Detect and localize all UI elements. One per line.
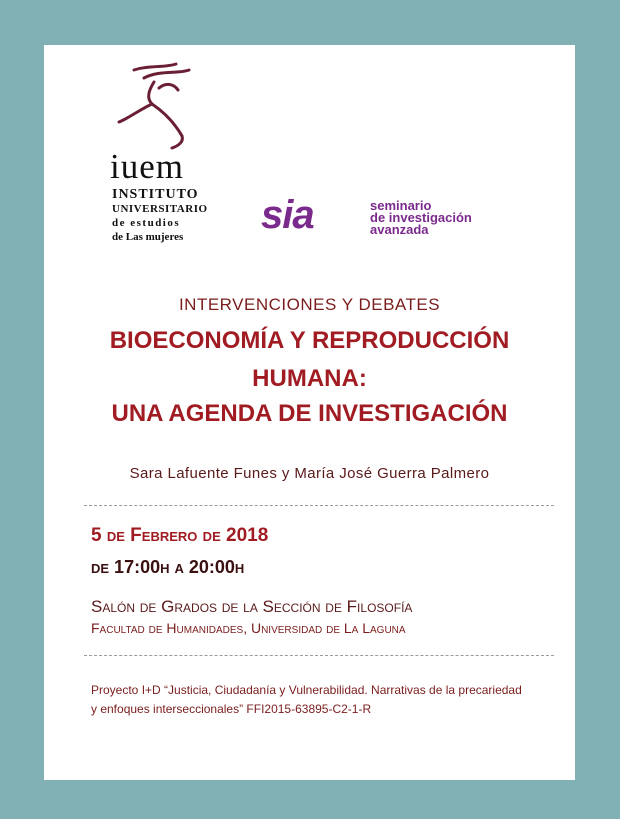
event-subtitle: INTERVENCIONES Y DEBATES <box>178 295 441 314</box>
poster-card <box>44 45 575 780</box>
event-title-line-3: UNA AGENDA DE INVESTIGACIÓN <box>111 400 508 427</box>
event-title-line-1: BIOECONOMÍA Y REPRODUCCIÓN <box>109 327 510 354</box>
event-time: de 17:00h a 20:00h <box>91 557 245 577</box>
event-venue: Salón de Grados de la Sección de Filosofía <box>91 597 413 616</box>
iuem-acronym: iuem <box>110 147 184 186</box>
event-faculty: Facultad de Humanidades, Universidad de La Laguna <box>91 620 406 636</box>
sia-logo-mark: sia <box>261 193 314 237</box>
sia-line-seminario: seminario <box>370 198 432 213</box>
event-authors: Sara Lafuente Funes y María José Guerra Palmero <box>129 465 490 482</box>
divider-top <box>84 505 554 506</box>
iuem-line-instituto: INSTITUTO <box>112 187 199 202</box>
sia-line-avanzada: avanzada <box>370 222 429 237</box>
project-line-2: y enfoques interseccionales” FFI2015-63895-C2-1-R <box>91 702 372 716</box>
event-title-line-2: HUMANA: <box>252 365 367 392</box>
iuem-figure-logo-icon <box>104 60 204 155</box>
iuem-line-mujeres: de Las mujeres <box>112 231 184 243</box>
project-line-1: Proyecto I+D “Justicia, Ciudadanía y Vulnerabilidad. Narrativas de la precariedad <box>91 683 522 697</box>
iuem-line-universitario: UNIVERSITARIO <box>112 203 208 215</box>
iuem-line-estudios: de estudios <box>112 217 181 229</box>
event-date: 5 de Febrero de 2018 <box>91 525 269 546</box>
divider-bottom <box>84 655 554 656</box>
sia-line-investigacion: de investigación <box>370 210 472 225</box>
